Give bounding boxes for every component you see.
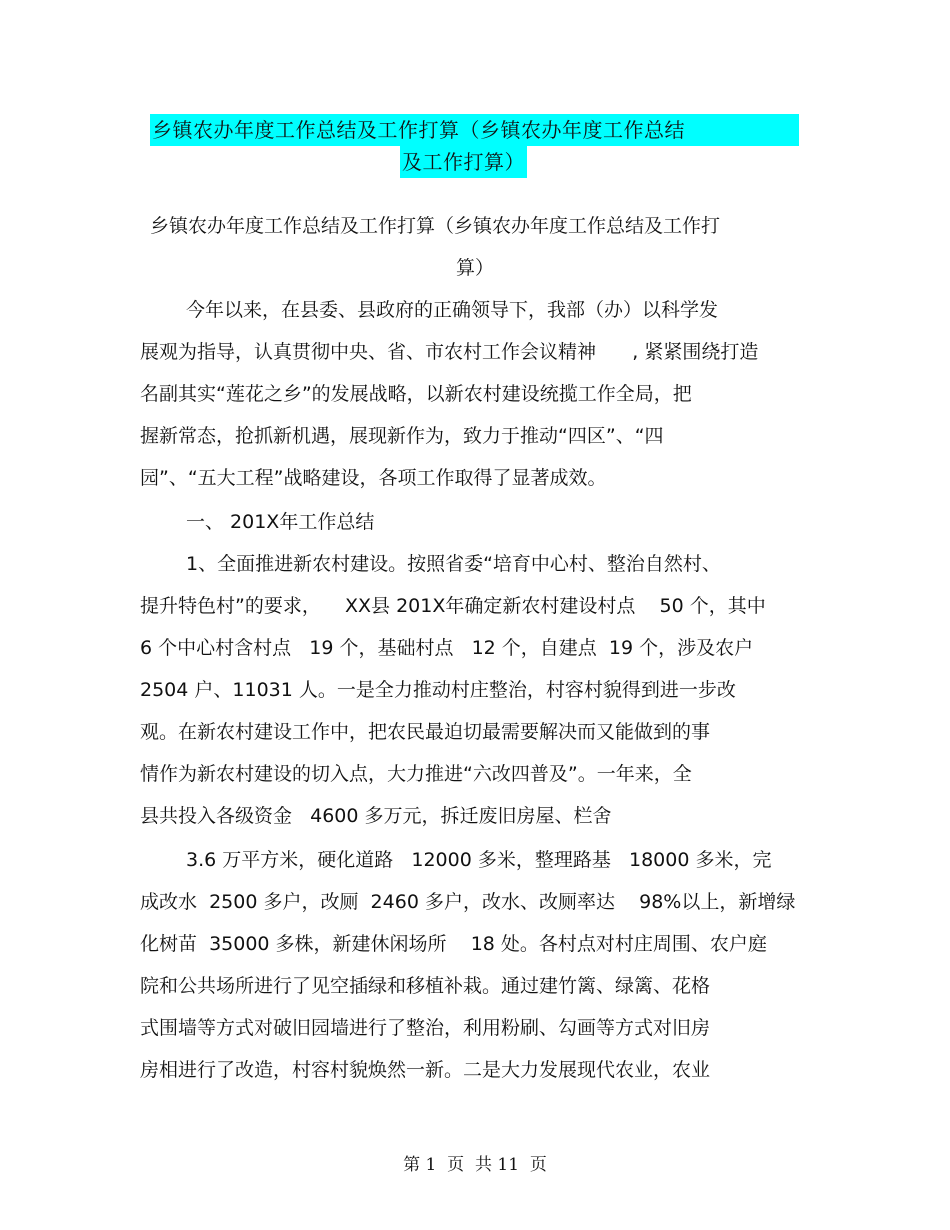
paragraph-line: 成改水 2500 多户，改厕 2460 多户，改水、改厕率达 98%以上，新增绿 [140,891,796,913]
paragraph-line: 2504 户、11031 人。一是全力推动村庄整治，村容村貌得到进一步改 [140,679,736,701]
paragraph-line: 情作为新农村建设的切入点，大力推进“六改四普及”。一年来，全 [140,763,692,785]
paragraph-line: 园”、“五大工程”战略建设，各项工作取得了显著成效。 [140,467,607,489]
paragraph-line: 院和公共场所进行了见空插绿和移植补栽。通过建竹篱、绿篱、花格 [140,975,711,997]
title-line-1: 乡镇农办年度工作总结及工作打算（乡镇农办年度工作总结 [150,114,799,146]
page-number-footer: 第 1 页 共 11 页 [403,1155,547,1175]
paragraph-line: 式围墙等方式对破旧园墙进行了整治，利用粉刷、勾画等方式对旧房 [140,1017,711,1039]
paragraph-line: 握新常态，抢抓新机遇，展现新作为，致力于推动“四区”、“四 [140,425,664,447]
paragraph-line: 1、全面推进新农村建设。按照省委“培育中心村、整治自然村、 [186,553,721,575]
paragraph-line: 房相进行了改造，村容村貌焕然一新。二是大力发展现代农业，农业 [140,1059,711,1081]
paragraph-line: 3.6 万平方米，硬化道路 12000 多米，整理路基 18000 多米，完 [186,849,772,871]
paragraph-line: 化树苗 35000 多株，新建休闲场所 18 处。各村点对村庄周围、农户庭 [140,933,767,955]
paragraph-line: 名副其实“莲花之乡”的发展战略，以新农村建设统揽工作全局，把 [140,383,692,405]
section-heading: 一、 201X年工作总结 [186,511,375,533]
paragraph-line: 今年以来，在县委、县政府的正确领导下，我部（办）以科学发 [186,299,719,321]
paragraph-line: 观。在新农村建设工作中，把农民最迫切最需要解决而又能做到的事 [140,721,711,743]
paragraph-line: 6 个中心村含村点 19 个，基础村点 12 个，自建点 19 个，涉及农户 [140,637,754,659]
subtitle-line-1: 乡镇农办年度工作总结及工作打算（乡镇农办年度工作总结及工作打 [150,215,721,237]
paragraph-line: 县共投入各级资金 4600 多万元，拆迁废旧房屋、栏舍 [140,805,612,827]
paragraph-line: 展观为指导，认真贯彻中央、省、市农村工作会议精神 , 紧紧围绕打造 [140,341,759,363]
title-line-2: 及工作打算） [400,146,527,178]
subtitle-line-2: 算） [456,257,495,279]
paragraph-line: 提升特色村”的要求， XX县 201X年确定新农村建设村点 50 个，其中 [140,595,766,617]
